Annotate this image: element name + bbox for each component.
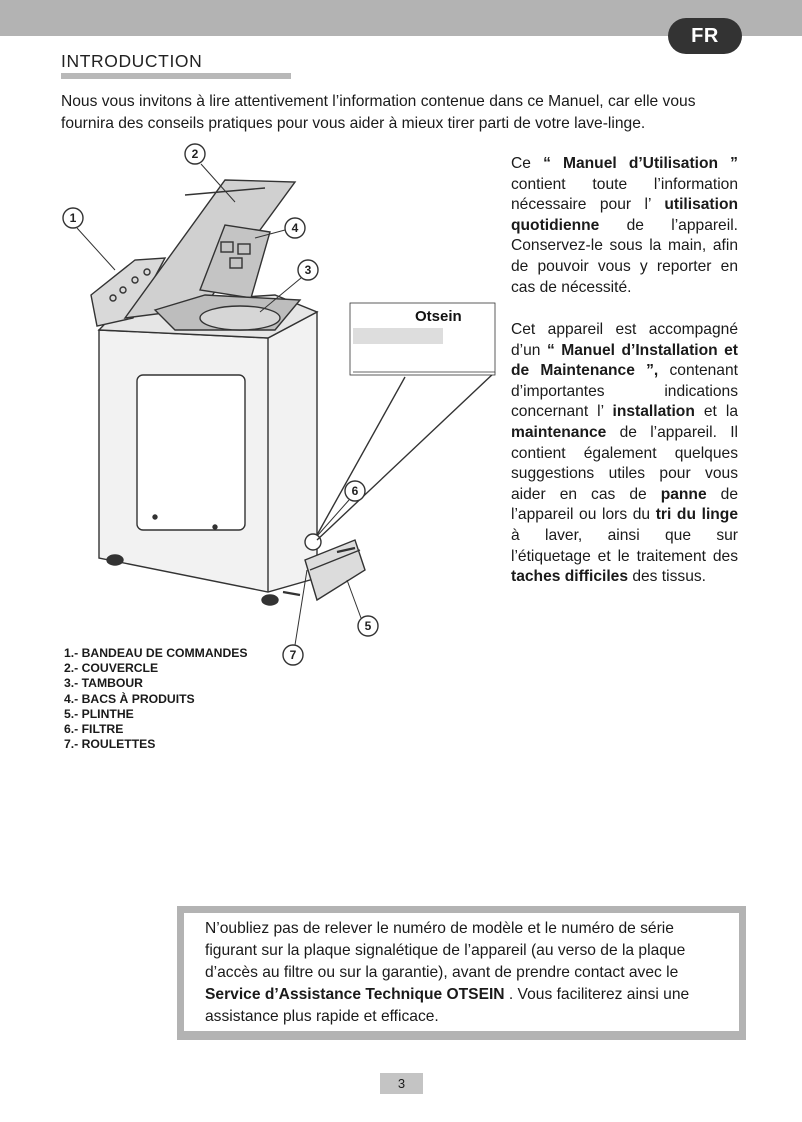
- legend-item: 1.- BANDEAU DE COMMANDES: [64, 646, 248, 660]
- svg-text:6: 6: [351, 484, 359, 498]
- section-title: INTRODUCTION: [61, 51, 203, 71]
- svg-text:7: 7: [289, 648, 297, 662]
- page-number: 3: [380, 1073, 423, 1094]
- legend-item: 2.- COUVERCLE: [64, 661, 159, 676]
- service-note: N’oubliez pas de relever le numéro de modèle et le numéro de série figurant sur la plaque signalétique de l’appareil (au verso de la plaque d’accès au filtre ou sur la garantie), avant de prendre contact avec le Service d’Assistance Technique OTSEIN . Vous faciliterez ainsi une assistance plus rapide et efficace.: [205, 920, 690, 1025]
- legend-item: 3.- TAMBOUR: [64, 676, 143, 691]
- legend-item: 6.- FILTRE: [64, 722, 124, 737]
- parts-legend: [64, 646, 248, 752]
- language-badge: FR: [668, 18, 742, 54]
- svg-text:5: 5: [364, 619, 372, 633]
- intro-paragraph: Nous vous invitons à lire attentivement l’information contenue dans ce Manuel, car elle vous fournira des conseils pratiques pour vous aider à mieux tirer parti de votre lave-linge.: [61, 93, 696, 132]
- title-underline: [61, 73, 291, 79]
- legend-item: 5.- PLINTHE: [64, 706, 134, 721]
- callout-5: [347, 580, 378, 636]
- svg-text:3: 3: [304, 263, 312, 277]
- legend-item: 4.- BACS À PRODUITS: [64, 691, 195, 706]
- svg-text:1: 1: [69, 211, 77, 225]
- user-manual-paragraph: Ce “ Manuel d’Utilisation ” contient toute l’information nécessaire pour l’ utilisation quotidienne de l’appareil. Conservez-le sous la main, afin de pouvoir vous y reporter en cas de nécessité.: [511, 155, 738, 296]
- installation-manual-paragraph: Cet appareil est accompagné d’un “ Manuel d’Installation et de Maintenance ”, contenant d’importantes indications concernant l’ installation et la maintenance de l’appareil. Il contient également quelques suggestions utiles pour vous aider en cas de panne de l’appareil ou lors du tri du linge à laver, ainsi que sur l’étiquetage et le traitement des taches difficiles des tissus.: [511, 321, 739, 586]
- rating-plate: [350, 303, 495, 375]
- svg-text:2: 2: [191, 147, 199, 161]
- brand-logo-text: Otsein: [415, 308, 462, 325]
- callout-1: [63, 208, 115, 270]
- legend-item: 7.- ROULETTES: [64, 737, 156, 752]
- svg-text:4: 4: [291, 221, 299, 235]
- callout-6: [318, 481, 365, 535]
